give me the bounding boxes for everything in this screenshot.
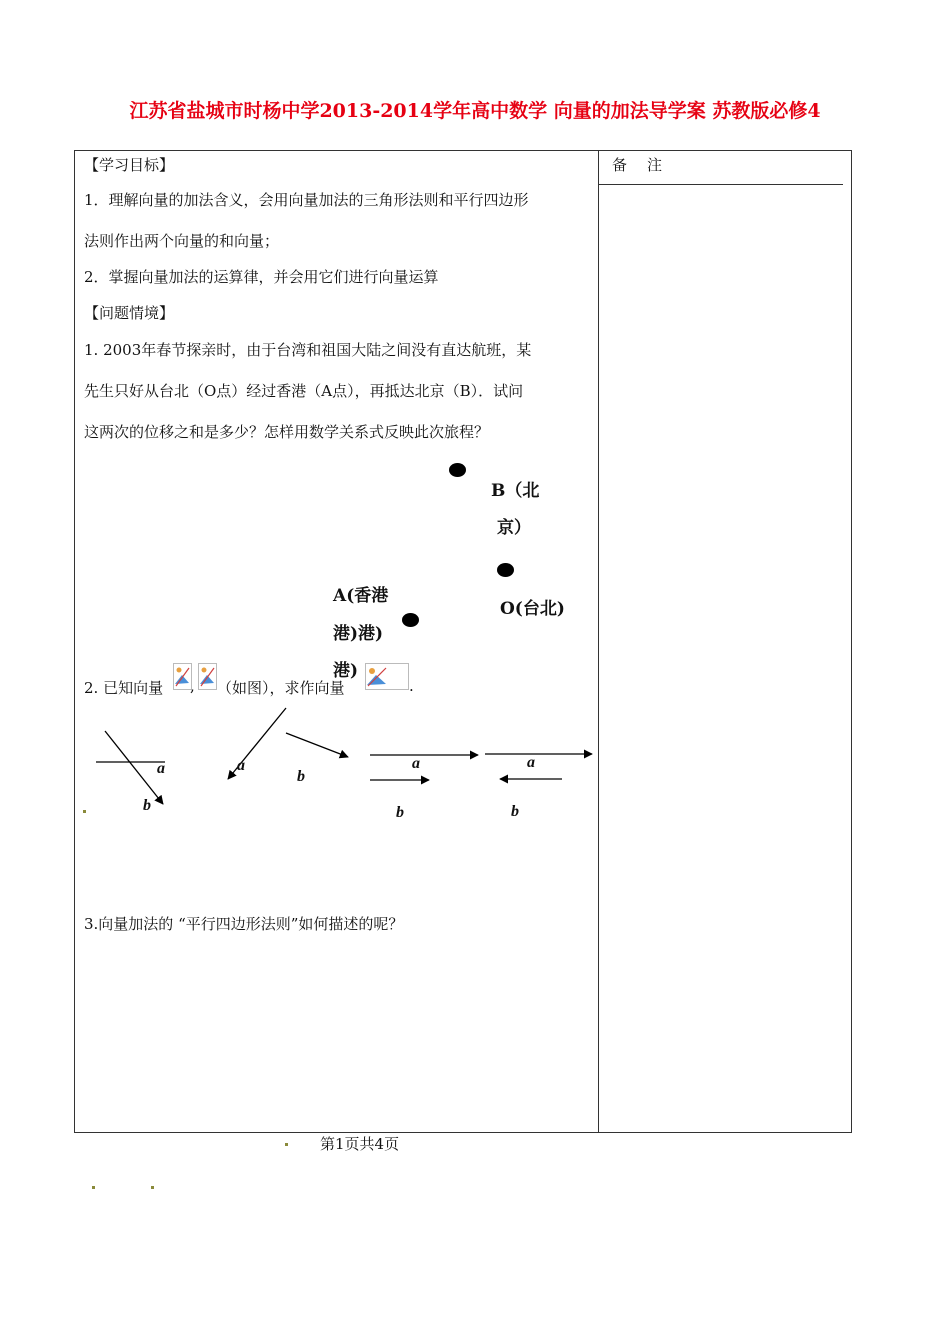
diagram-2-vector-b: [286, 733, 348, 757]
question-3: 3.向量加法的 “平行四边形法则”如何描述的呢？: [84, 915, 404, 933]
question-1-line-2: 先生只好从台北（O点）经过香港（A点），再抵达北京（B）．试问: [84, 382, 524, 400]
goal-1-line-2: 法则作出两个向量的和向量；: [84, 232, 280, 250]
label-b-line-2: 京）: [497, 518, 531, 538]
diagram-1-vector-b: [105, 731, 163, 804]
context-header: 【问题情境】: [84, 304, 175, 322]
goal-1-line-1: 1．理解向量的加法含义，会用向量加法的三角形法则和平行四边形: [84, 191, 529, 209]
question-1-line-3: 这两次的位移之和是多少？怎样用数学关系式反映此次旅程？: [84, 423, 490, 441]
question-2-middle: （如图），求作向量: [217, 679, 345, 697]
label-a-line-2: 港)港): [333, 624, 384, 644]
label-a-line-1: A(香港: [333, 586, 389, 606]
stray-mark: [151, 1186, 154, 1189]
diagram-4-label-b: b: [511, 803, 519, 820]
page-footer: 第1页共4页: [320, 1135, 400, 1153]
question-2-comma: ,: [190, 677, 195, 695]
question-1-line-1: 1. 2003年春节探亲时，由于台湾和祖国大陆之间没有直达航班，某: [84, 341, 532, 359]
diagram-2-label-b: b: [297, 768, 305, 785]
diagram-3-label-a: a: [412, 755, 420, 772]
label-a-line-3: 港): [333, 661, 359, 681]
diagram-1-label-a: a: [157, 760, 165, 777]
stray-mark: [83, 810, 86, 813]
diagram-1-label-b: b: [143, 797, 151, 814]
goal-2: 2．掌握向量加法的运算律，并会用它们进行向量运算: [84, 268, 439, 286]
stray-mark: [92, 1186, 95, 1189]
diagram-2-label-a: a: [237, 757, 245, 774]
question-2-end: .: [409, 677, 414, 695]
question-2-prefix: 2. 已知向量: [84, 679, 164, 697]
document-title: 江苏省盐城市时杨中学2013-2014学年高中数学 向量的加法导学案 苏教版必修4: [129, 100, 821, 122]
diagram-4-label-a: a: [527, 754, 535, 771]
label-b-line-1: B（北: [491, 481, 540, 501]
notes-column-header: 备注: [612, 156, 683, 174]
diagram-3-label-b: b: [396, 804, 404, 821]
label-o: O(台北): [500, 599, 565, 619]
stray-mark: [285, 1143, 288, 1146]
goals-header: 【学习目标】: [84, 156, 175, 174]
